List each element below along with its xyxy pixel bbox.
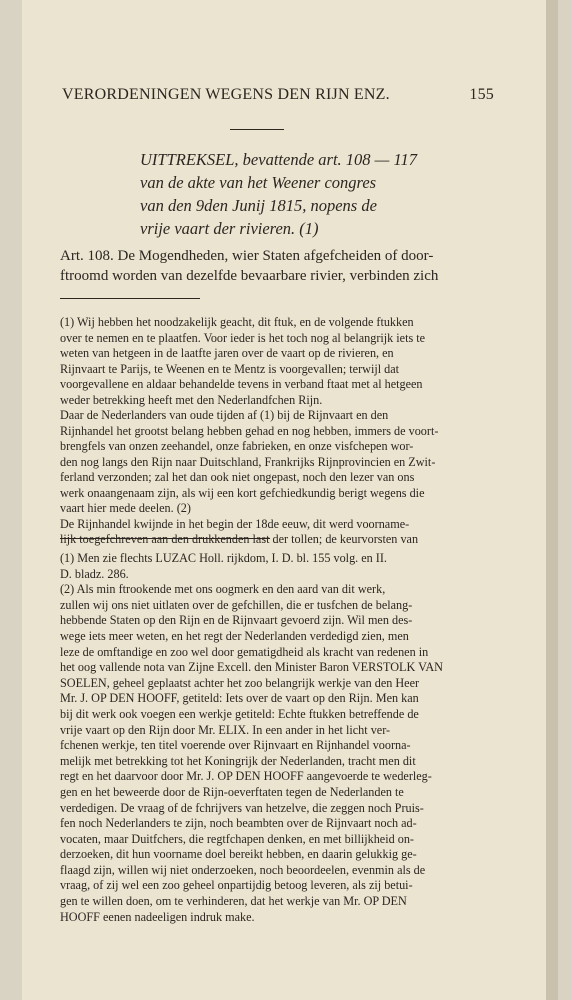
- footnote-line: voorgevallene en aldaar behandelde tevens in verband ftaat met al hetgeen: [60, 377, 423, 391]
- footnote-line: verdedigen. De vraag of de fchrijvers van hetzelve, die zeggen noch Pruis-: [60, 800, 424, 815]
- page-edge: [546, 0, 558, 1000]
- footnote-line: Rijnhandel het grootst belang hebben gehad en nog hebben, immers de voort-: [60, 423, 439, 438]
- article-text: [60, 246, 492, 286]
- footnote-line: zullen wij ons niet uitlaten over de gefchillen, die er tusfchen de belang-: [60, 597, 413, 612]
- footnote-line: lijk toegefchreven aan den drukkenden last der tollen; de keurvorsten van: [60, 532, 419, 546]
- footnote-line: werk onaangenaam zijn, als wij een kort gefchiedkundig berigt wegens die: [60, 485, 425, 500]
- footnote-line: fchenen werkje, ten titel voerende over Rijnvaart en Rijnhandel voorna-: [60, 738, 411, 753]
- footnote-line: Mr. J. OP DEN HOOFF, getiteld: Iets over de vaart op den Rijn. Men kan: [60, 691, 419, 706]
- article-line: ftroomd worden van dezelfde bevaarbare rivier, verbinden zich: [60, 268, 439, 284]
- footnote-line: (1) Wij hebben het noodzakelijk geacht, dit ftuk, en de volgende ftukken: [60, 315, 414, 329]
- footnote-line: leze de omftandige en zoo wel door gematigdheid als kracht van redenen in: [60, 644, 429, 659]
- section-title: [140, 148, 460, 240]
- footnote-line: hebbende Staten op den Rijn en de Rijnvaart gevoerd zijn. Wil men des-: [60, 613, 413, 628]
- footnote-line: weten van hetgeen in de laatfte jaren over de vaart op de rivieren, en: [60, 346, 394, 360]
- section-title-line: vrije vaart der rivieren. (1): [140, 219, 319, 238]
- running-header: [62, 86, 494, 104]
- footnote-line: brengfels van onzen zeehandel, onze fabrieken, en onze visfchepen wor-: [60, 439, 414, 453]
- footnote-line: regt en het daarvoor door Mr. J. OP DEN HOOFF aangevoerde te wederleg-: [60, 769, 432, 784]
- footnote-line: (1) Men zie flechts LUZAC Holl. rijkdom, I. D. bl. 155 volg. en II.: [60, 551, 387, 565]
- footnote-line: De Rijnhandel kwijnde in het begin der 18de eeuw, dit werd voorname-: [60, 516, 410, 531]
- section-title-line: van de akte van het Weener congres: [140, 173, 377, 192]
- footnote-line: derzoeken, dit hun voorname doel bereikt hebben, en daarin gelukkig ge-: [60, 847, 417, 862]
- footnote-line: (2) Als min ftrookende met ons oogmerk en den aard van dit werk,: [60, 582, 386, 597]
- header-rule: [230, 129, 284, 130]
- footnote-block-1: [60, 315, 492, 548]
- article-line: Art. 108. De Mogendheden, wier Staten afgefcheiden of door-: [60, 248, 434, 264]
- footnote-block-2: [60, 551, 492, 925]
- footnote-line: den nog langs den Rijn naar Duitschland, Frankrijks Rijnprovincien en Zwit-: [60, 454, 436, 469]
- footnote-line: vocaten, maar Duitfchers, die regtfchapen denken, en met billijkheid on-: [60, 831, 414, 846]
- footnote-line: bij dit werk ook voegen een werkje getiteld: Echte ftukken betreffende de: [60, 706, 419, 721]
- footnote-line: over te nemen en te plaatfen. Voor ieder is het toch nog al belangrijk iets te: [60, 330, 426, 345]
- footnote-line: gen en het beweerde door de Rijn-oeverftaten tegen de Nederlanden te: [60, 784, 404, 799]
- footnote-line: flaagd zijn, willen wij niet onderzoeken, noch beoordeelen, evenmin als de: [60, 862, 426, 877]
- footnote-line: vraag, of zij wel een zoo geheel onpartijdig betoog leveren, als zij betui-: [60, 878, 413, 893]
- footnote-line: weder betrekking heeft met den Nederlandfchen Rijn.: [60, 392, 323, 407]
- footnote-line: het oog vallende nota van Zijne Excell. den Minister Baron VERSTOLK VAN: [60, 660, 443, 675]
- footnote-line: SOELEN, geheel geplaatst achter het zoo belangrijk werkje van den Heer: [60, 675, 420, 690]
- footnote-line: vaart hier mede deelen. (2): [60, 501, 191, 515]
- footnote-separator-2: [60, 538, 270, 539]
- book-page: [22, 0, 558, 1000]
- running-title: VERORDENINGEN WEGENS DEN RIJN ENZ.: [62, 86, 390, 103]
- footnote-line: vrije vaart op den Rijn door Mr. ELIX. In een ander in het licht ver-: [60, 722, 391, 737]
- footnote-line: Rijnvaart te Parijs, te Weenen en te Mentz is voorgevallen; terwijl dat: [60, 361, 400, 376]
- footnote-line: wege iets meer weten, en het regt der Nederlanden verdedigd zien, men: [60, 628, 409, 643]
- footnote-separator: [60, 298, 200, 299]
- footnote-line: HOOFF eenen nadeeligen indruk make.: [60, 909, 255, 924]
- footnote-line: Daar de Nederlanders van oude tijden af (1) bij de Rijnvaart en den: [60, 408, 389, 422]
- footnote-line: melijk met betrekking tot het Koningrijk der Nederlanden, tracht men dit: [60, 753, 416, 768]
- footnote-line: ferland verzonden; zal het dan ook niet ongepast, noch den lezer van ons: [60, 470, 415, 484]
- page-number: 155: [469, 86, 494, 103]
- footnote-line: D. bladz. 286.: [60, 566, 129, 581]
- section-title-line: van den 9den Junij 1815, nopens de: [140, 196, 377, 215]
- footnote-line: gen te willen doen, om te verhinderen, dat het werkje van Mr. OP DEN: [60, 894, 407, 909]
- section-title-line: UITTREKSEL, bevattende art. 108 — 117: [140, 150, 417, 169]
- footnote-line: fen noch Nederlanders te zijn, noch beambten over de Rijnvaart noch ad-: [60, 816, 417, 831]
